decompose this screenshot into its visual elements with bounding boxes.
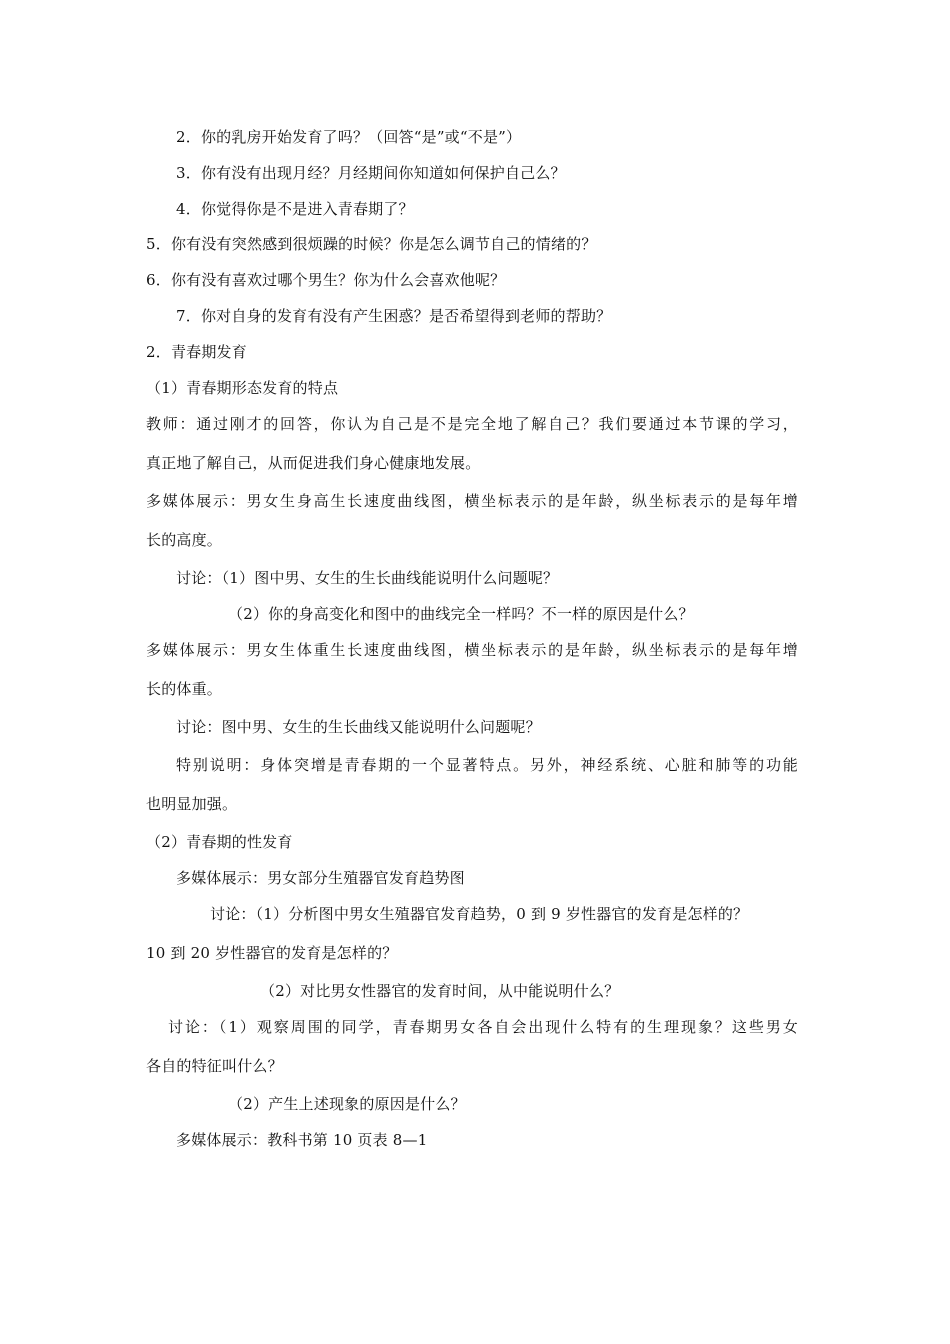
teacher-paragraph-line-1: 教师：通过刚才的回答，你认为自己是不是完全地了解自己？我们要通过本节课的学习，	[146, 415, 798, 433]
discussion-height-2: （2）你的身高变化和图中的曲线完全一样吗？不一样的原因是什么？	[228, 605, 694, 623]
discussion-weight: 讨论：图中男、女生的生长曲线又能说明什么问题呢？	[176, 718, 541, 736]
question-3: 3．你有没有出现月经？月经期间你知道如何保护自己么？	[176, 164, 566, 182]
subheading-sexual-development: （2）青春期的性发育	[146, 833, 293, 851]
multimedia-organs: 多媒体展示：男女部分生殖器官发育趋势图	[176, 869, 465, 887]
question-6: 6．你有没有喜欢过哪个男生？你为什么会喜欢他呢？	[146, 271, 506, 289]
subheading-morphological-development: （1）青春期形态发育的特点	[146, 379, 339, 397]
multimedia-height-line-2: 长的高度。	[146, 531, 223, 549]
discussion-height-1: 讨论：（1）图中男、女生的生长曲线能说明什么问题呢？	[176, 569, 559, 587]
discussion-organs-2: （2）对比男女性器官的发育时间，从中能说明什么？	[260, 982, 620, 1000]
question-5: 5．你有没有突然感到很烦躁的时候？你是怎么调节自己的情绪的？	[146, 235, 597, 253]
discussion-phenomena-line-1: 讨论：（1）观察周围的同学，青春期男女各自会出现什么特有的生理现象？这些男女	[168, 1018, 798, 1036]
multimedia-weight-line-1: 多媒体展示：男女生体重生长速度曲线图，横坐标表示的是年龄，纵坐标表示的是每年增	[146, 641, 798, 659]
multimedia-weight-line-2: 长的体重。	[146, 680, 223, 698]
special-note-line-2: 也明显加强。	[146, 795, 238, 813]
multimedia-textbook-table: 多媒体展示：教科书第 10 页表 8—1	[176, 1131, 428, 1149]
question-2: 2．你的乳房开始发育了吗？（回答“是”或“不是”）	[176, 128, 522, 146]
section-heading-puberty-development: 2．青春期发育	[146, 343, 247, 361]
question-7: 7．你对自身的发育有没有产生困惑？是否希望得到老师的帮助？	[176, 307, 612, 325]
question-4: 4．你觉得你是不是进入青春期了？	[176, 200, 414, 218]
teacher-paragraph-line-2: 真正地了解自己，从而促进我们身心健康地发展。	[146, 454, 481, 472]
discussion-organs-1-line-1: 讨论：（1）分析图中男女生殖器官发育趋势，0 到 9 岁性器官的发育是怎样的？	[210, 905, 749, 923]
special-note-line-1: 特别说明：身体突增是青春期的一个显著特点。另外，神经系统、心脏和肺等的功能	[176, 756, 798, 774]
discussion-phenomena-2: （2）产生上述现象的原因是什么？	[228, 1095, 466, 1113]
multimedia-height-line-1: 多媒体展示：男女生身高生长速度曲线图，横坐标表示的是年龄，纵坐标表示的是每年增	[146, 492, 798, 510]
discussion-phenomena-line-2: 各自的特征叫什么？	[146, 1057, 283, 1075]
discussion-organs-1-line-2: 10 到 20 岁性器官的发育是怎样的？	[146, 944, 398, 962]
